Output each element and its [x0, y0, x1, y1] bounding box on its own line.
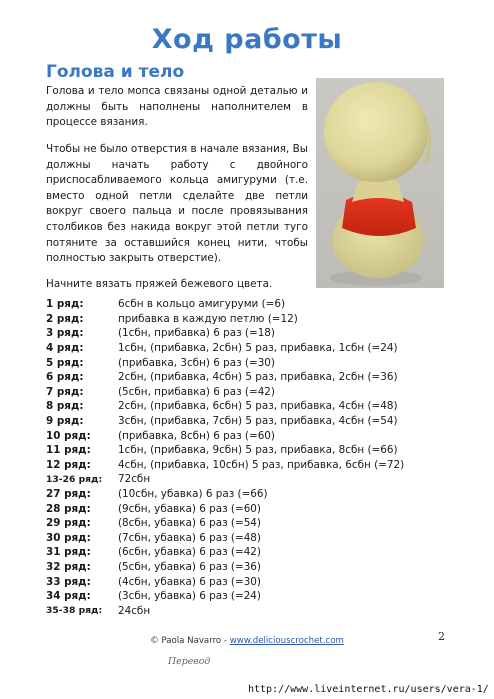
pattern-row	[46, 472, 466, 487]
row-label: 2 ряд:	[46, 312, 84, 325]
row-instruction: прибавка в каждую петлю (=12)	[118, 312, 298, 325]
watermark-url: http://www.liveinternet.ru/users/vera-1/	[248, 684, 489, 695]
row-instruction: 72сбн	[118, 473, 151, 486]
row-instruction: 4сбн, (прибавка, 10сбн) 5 раз, прибавка, 6сбн (=72)	[118, 458, 405, 471]
row-label: 9 ряд:	[46, 415, 84, 428]
page-title: Ход работы	[151, 24, 343, 55]
pattern-row	[46, 341, 466, 356]
pattern-row	[46, 487, 466, 502]
row-instruction: 2сбн, (прибавка, 6сбн) 5 раз, прибавка, 4сбн (=48)	[118, 400, 398, 413]
row-label: 27 ряд:	[46, 488, 91, 501]
pattern-row	[46, 545, 466, 560]
pattern-row	[46, 501, 466, 516]
pattern-row	[46, 428, 466, 443]
row-label: 12 ряд:	[46, 458, 91, 471]
row-instruction: 6сбн в кольцо амигуруми (=6)	[118, 298, 286, 311]
row-label: 5 ряд:	[46, 356, 84, 369]
pattern-row	[46, 589, 466, 604]
row-label: 4 ряд:	[46, 342, 84, 355]
row-instruction: 24сбн	[118, 604, 151, 617]
row-label: 28 ряд:	[46, 502, 91, 515]
row-instruction: 3сбн, (прибавка, 7сбн) 5 раз, прибавка, 4сбн (=54)	[118, 415, 398, 428]
pattern-row	[46, 297, 466, 312]
row-label: 32 ряд:	[46, 560, 91, 573]
row-instruction: (4сбн, убавка) 6 раз (=30)	[118, 575, 261, 588]
pattern-row	[46, 414, 466, 429]
row-instruction: (10сбн, убавка) 6 раз (=66)	[118, 488, 268, 501]
row-instruction: (1сбн, прибавка) 6 раз (=18)	[118, 327, 275, 340]
row-label: 3 ряд:	[46, 327, 84, 340]
row-label: 13-26 ряд:	[46, 473, 103, 485]
pug-body-illustration	[316, 78, 444, 288]
row-label: 33 ряд:	[46, 575, 91, 588]
pattern-row	[46, 516, 466, 531]
pattern-row	[46, 326, 466, 341]
pattern-row	[46, 312, 466, 327]
site-link[interactable]: www.deliciouscrochet.com	[229, 636, 344, 646]
footer	[0, 636, 494, 646]
row-label: 34 ряд:	[46, 590, 91, 603]
pattern-row	[46, 574, 466, 589]
row-instruction: (5сбн, убавка) 6 раз (=36)	[118, 560, 261, 573]
row-instruction: (6сбн, убавка) 6 раз (=42)	[118, 546, 261, 559]
row-instruction: (3сбн, убавка) 6 раз (=24)	[118, 590, 261, 603]
pattern-row	[46, 370, 466, 385]
row-label: 29 ряд:	[46, 517, 91, 530]
row-instruction: (прибавка, 8сбн) 6 раз (=60)	[118, 429, 275, 442]
row-label: 31 ряд:	[46, 546, 91, 559]
row-label: 7 ряд:	[46, 385, 84, 398]
pattern-row	[46, 531, 466, 546]
pattern-row	[46, 603, 466, 618]
pattern-row	[46, 560, 466, 575]
row-label: 30 ряд:	[46, 531, 91, 544]
pattern-row	[46, 458, 466, 473]
section-title: Голова и тело	[46, 62, 185, 82]
pattern-rows	[46, 297, 466, 618]
pattern-row	[46, 399, 466, 414]
page-number: 2	[438, 630, 445, 643]
amigurumi-photo	[316, 78, 444, 288]
row-instruction: 1сбн, (прибавка, 2сбн) 5 раз, прибавка, 1сбн (=24)	[118, 342, 398, 355]
row-instruction: (5сбн, прибавка) 6 раз (=42)	[118, 385, 275, 398]
row-label: 8 ряд:	[46, 400, 84, 413]
pattern-row	[46, 355, 466, 370]
row-label: 11 ряд:	[46, 444, 91, 457]
translation-label: Перевод	[168, 656, 211, 667]
row-label: 1 ряд:	[46, 298, 84, 311]
row-instruction: (8сбн, убавка) 6 раз (=54)	[118, 517, 261, 530]
intro-paragraph: Голова и тело мопса связаны одной деталью и должны быть наполнены наполнителем в процессе вязания.	[46, 85, 308, 129]
row-label: 35-38 ряд:	[46, 605, 103, 617]
row-instruction: (прибавка, 3сбн) 6 раз (=30)	[118, 356, 275, 369]
copyright-text: © Paola Navarro -	[150, 636, 230, 646]
row-instruction: (9сбн, убавка) 6 раз (=60)	[118, 502, 261, 515]
ring-instructions-paragraph: Чтобы не было отверстия в начале вязания, Вы должны начать работу с двойного приспосабливаемого кольца амигуруми (т.е. вместо одной петли сделайте две петли вокруг своего пальца и после провязывания столбиков без накида вокруг этой петли туго потяните за оставшийся конец нити, чтобы полностью закрыть отверстие).	[46, 143, 308, 265]
row-instruction: 2сбн, (прибавка, 4сбн) 5 раз, прибавка, 2сбн (=36)	[118, 371, 398, 384]
row-instruction: (7сбн, убавка) 6 раз (=48)	[118, 531, 261, 544]
pattern-row	[46, 385, 466, 400]
yarn-color-paragraph: Начните вязать пряжей бежевого цвета.	[46, 278, 273, 290]
row-label: 6 ряд:	[46, 371, 84, 384]
row-label: 10 ряд:	[46, 429, 91, 442]
row-instruction: 1сбн, (прибавка, 9сбн) 5 раз, прибавка, 8сбн (=66)	[118, 444, 398, 457]
pattern-row	[46, 443, 466, 458]
